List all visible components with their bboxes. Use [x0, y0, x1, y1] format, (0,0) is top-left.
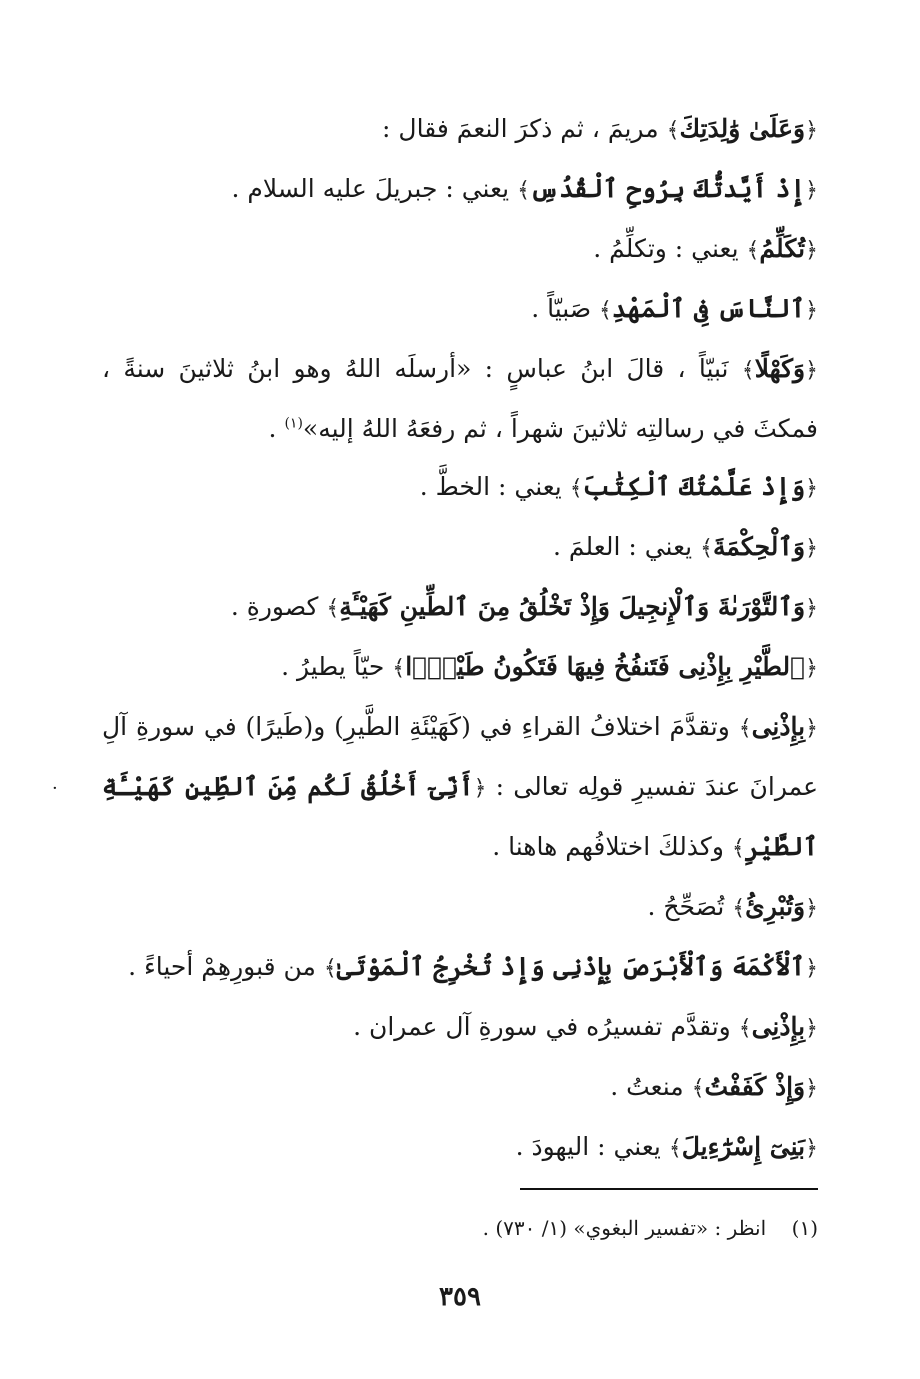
ornate-bracket-close-icon: ﴾: [392, 656, 406, 681]
quran-quote: بَنِىٓ إِسْرَٰٓءِيلَ: [681, 1132, 806, 1161]
paragraph-13: [102, 998, 818, 1058]
ornate-bracket-close-icon: ﴾: [741, 358, 755, 383]
page-number: ٣٥٩: [439, 1282, 481, 1312]
ornate-bracket-close-icon: ﴾: [738, 716, 752, 741]
quran-quote: وَكَهْلًا: [754, 354, 806, 383]
ornate-bracket-close-icon: ﴾: [731, 836, 745, 861]
ornate-bracket-close-icon: ﴾: [326, 596, 340, 621]
ornate-bracket-open-icon: ﴿: [805, 358, 818, 383]
commentary-text: تُصَحِّحُ .: [647, 892, 733, 921]
paragraph-5: [102, 340, 818, 458]
ornate-bracket-open-icon: ﴿: [805, 238, 818, 263]
paragraph-11: [102, 878, 818, 938]
ornate-bracket-open-icon: ﴿: [805, 716, 818, 741]
commentary-text: كصورةِ .: [230, 592, 327, 621]
commentary-text: وتقدَّمَ اختلافُ القراءِ في (كَهَيْئَةِ الطَّيرِ) و(طَيرًا) في سورةِ آلِ عمرانَ عندَ تفسيرِ قولِه تعالى :: [102, 712, 818, 801]
quran-quote: وَإِذْ كَفَفْتُ: [704, 1072, 806, 1101]
ornate-bracket-open-icon: ﴿: [805, 1016, 818, 1041]
paragraph-9: [102, 638, 818, 698]
ornate-bracket-open-icon: ﴿: [805, 596, 818, 621]
stray-mark: ·: [52, 778, 58, 799]
quran-quote: ٱلْأَكْمَهَ وَٱلْأَبْرَصَ بِإِذْنِى وَإِذْ تُخْرِجُ ٱلْمَوْتَىٰ: [336, 952, 806, 981]
ornate-bracket-close-icon: ﴾: [738, 1016, 752, 1041]
footnote: [102, 1212, 818, 1244]
footnote-divider: [520, 1188, 818, 1190]
quran-quote: وَإِذْ عَلَّمْتُكَ ٱلْكِتَٰبَ: [582, 472, 806, 501]
quran-quote: بِإِذْنِى: [751, 712, 806, 741]
paragraph-6: [102, 458, 818, 518]
quran-quote: وَتُبْرِئُ: [745, 892, 806, 921]
commentary-text: يعني : الخطَّ .: [419, 472, 570, 501]
commentary-text: صَبيّاً .: [531, 294, 600, 323]
quran-quote: وَٱلتَّوْرَىٰةَ وَٱلْإِنجِيلَ وَإِذْ تَخْلُقُ مِنَ ٱلطِّينِ كَهَيْـَٔةِ: [339, 592, 806, 621]
ornate-bracket-close-icon: ﴾: [700, 536, 713, 561]
commentary-text-end: .: [268, 414, 285, 443]
ornate-bracket-open-icon: ﴿: [805, 118, 818, 143]
ornate-bracket-close-icon: ﴾: [691, 1076, 705, 1101]
quran-quote: تُكَلِّمُ: [759, 234, 806, 263]
ornate-bracket-close-icon: ﴾: [732, 896, 746, 921]
ornate-bracket-open-icon: ﴿: [805, 896, 818, 921]
commentary-text: مريمَ ، ثم ذكرَ النعمَ فقال :: [382, 114, 667, 143]
paragraph-4: [102, 280, 818, 340]
commentary-text: يعني : اليهودَ .: [515, 1132, 669, 1161]
commentary-text: حيّاً يطيرُ .: [281, 652, 393, 681]
paragraph-3: [102, 220, 818, 280]
quran-quote: ٱلنَّاسَ فِى ٱلْمَهْدِ: [611, 294, 806, 323]
commentary-text: يعني : العلمَ .: [552, 532, 701, 561]
footnote-reference[interactable]: (١): [284, 415, 303, 432]
ornate-bracket-open-icon: ﴿: [805, 1136, 818, 1161]
ornate-bracket-close-icon: ﴾: [668, 1136, 682, 1161]
commentary-text: يعني : جبريلَ عليه السلام .: [231, 174, 518, 203]
ornate-bracket-close-icon: ﴾: [569, 476, 583, 501]
commentary-text: من قبورِهِمْ أحياءً .: [128, 952, 324, 981]
quran-quote: وَٱلْحِكْمَةَ: [712, 532, 806, 561]
paragraph-15: [102, 1118, 818, 1178]
paragraph-10: [102, 698, 818, 878]
quran-quote-inline: أَنِّىٓ أَخْلُقُ لَكُم مِّنَ ٱلطِّينِ كَهَيْـَٔةِ ٱلطَّيْرِ: [102, 772, 818, 861]
commentary-text: وتقدَّم تفسيرُه في سورةِ آل عمران .: [353, 1012, 739, 1041]
paragraph-7: [102, 518, 818, 578]
footnote-text: انظر : «تفسير البغوي» (١/ ٧٣٠) .: [482, 1216, 767, 1240]
paragraph-14: [102, 1058, 818, 1118]
ornate-bracket-close-icon: ﴾: [599, 298, 612, 323]
quran-quote: بِإِذْنِى: [751, 1012, 806, 1041]
commentary-text: منعتُ .: [610, 1072, 692, 1101]
ornate-bracket-open-icon: ﴿: [805, 536, 818, 561]
quran-quote: وَعَلَىٰ وَٰلِدَتِكَ: [679, 114, 806, 143]
quran-quote: إِذْ أَيَّدتُّكَ بِرُوحِ ٱلْقُدُسِ: [529, 174, 806, 203]
paragraph-2: [102, 160, 818, 220]
ornate-bracket-close-icon: ﴾: [517, 178, 530, 203]
paragraph-8: [102, 578, 818, 638]
footnote-marker: (١): [791, 1216, 818, 1240]
ornate-bracket-open-icon: ﴿: [805, 1076, 818, 1101]
paragraph-12: [102, 938, 818, 998]
commentary-text-end: وكذلكَ اختلافُهم هاهنا .: [492, 832, 732, 861]
ornate-bracket-close-icon: ﴾: [323, 956, 337, 981]
paragraph-1: [102, 100, 818, 160]
ornate-bracket-close-icon: ﴾: [666, 118, 680, 143]
ornate-bracket-open-icon: ﴿: [805, 476, 818, 501]
ornate-bracket-close-icon: ﴾: [746, 238, 760, 263]
main-text: [102, 100, 818, 1178]
commentary-text: نَبيّاً ، قالَ ابنُ عباسٍ : «أرسلَه اللهُ وهو ابنُ ثلاثينَ سنةً ، فمكثَ في رسالتِه ثلاثينَ شهراً ، ثم رفعَهُ اللهُ إليه»: [102, 354, 818, 443]
ornate-bracket-open-icon: ﴿: [805, 298, 818, 323]
ornate-bracket-open-icon: ﴿: [805, 956, 818, 981]
ornate-bracket-open-icon: ﴿: [805, 178, 818, 203]
commentary-text: يعني : وتكلِّمُ .: [593, 234, 747, 263]
quran-quote: ٱلطَّيْرِ بِإِذْنِى فَتَنفُخُ فِيهَا فَتَكُونُ طَيْرًۢا: [405, 652, 806, 681]
ornate-bracket-open-icon: ﴿: [473, 776, 487, 801]
ornate-bracket-open-icon: ﴿: [805, 656, 818, 681]
